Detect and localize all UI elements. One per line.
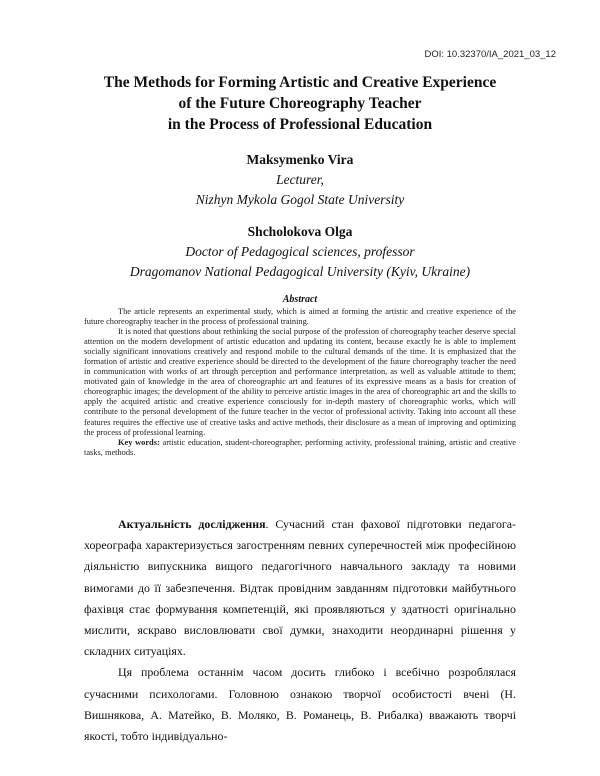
author-affiliation: Dragomanov National Pedagogical University (Kyiv, Ukraine) (129, 264, 471, 279)
author-block (60, 150, 540, 210)
abstract-heading: Abstract (282, 294, 318, 305)
body-text (84, 514, 516, 747)
paper-title (60, 72, 540, 135)
author-name: Maksymenko Vira (246, 152, 354, 167)
abstract (84, 307, 516, 458)
title-line: of the Future Choreography Teacher (178, 95, 422, 112)
author-position: Lecturer, (276, 172, 324, 187)
abstract-paragraph: It is noted that questions about rethinking the social purpose of the profession of choreography teacher deserve special attention on the modern development of artistic education and updating its content, because exactly he is able to implement socially significant innovations creatively and respond mobile to the cultural demands of the time. It is emphasized that the formation of artistic and creative experience should be directed to the development of the future choreography teacher the need in communication with works of art through perception and performance interpretation, as well as valuable attitude to them; motivated gain of knowledge in the area of choreographic art and features of its expressive means as a basis for creation of choreographic images; the development of the ability to perceive artistic images in the area of choreographic art and the skills to apply the acquired artistic and creative experience consciously for in-depth mastery of choreographic works, which will contribute to the personal development of the future teacher in the vector of professional activity. Taking into account all these features requires the effective use of creative tasks and active methods, their disclosure as a mean of improving and optimizing the process of professional learning. (84, 327, 516, 437)
author-position: Doctor of Pedagogical sciences, professor (185, 244, 415, 259)
keywords-label: Key words: (118, 437, 160, 447)
author-affiliation: Nizhyn Mykola Gogol State University (195, 192, 405, 207)
title-line: in the Process of Professional Education (167, 116, 433, 133)
author-block (60, 222, 540, 282)
keywords-text: artistic education, student-choreographer, performing activity, professional training, artistic and creative tasks, methods. (84, 437, 517, 457)
keywords (84, 438, 516, 458)
author-name: Shcholokova Olga (247, 224, 353, 239)
section-lead: Актуальність дослідження (118, 517, 266, 531)
body-paragraph-text: . Сучасний стан фахової підготовки педагога-хореографа характеризується загостренням певних суперечностей між професійною діяльністю випускника вищого педагогічного навчального закладу та новими вимогами до її забезпечення. Відтак провідним завданням підготовки майбутнього фахівця стає формування компетенцій, які проявляються у здатності оригінально мислити, яскраво висловлювати свої думки, знаходити неординарні рішення у складних ситуаціях. (84, 517, 517, 659)
title-line: The Methods for Forming Artistic and Creative Experience (103, 74, 497, 91)
body-paragraph: Ця проблема останнім часом досить глибоко і всебічно розроблялася сучасними психологами. Головною ознакою творчої особистості вчені (Н. Вишнякова, А. Матейко, В. Моляко, В. Романець, В. Рибалка) вважають творчі якості, тобто індивідуально- (84, 665, 516, 744)
doi-label: DOI: 10.32370/IA_2021_03_12 (424, 49, 556, 60)
body-paragraph (84, 514, 516, 662)
abstract-paragraph: The article represents an experimental study, which is aimed at forming the artistic and creative experience of the future choreography teacher in the process of professional training. (84, 307, 516, 327)
